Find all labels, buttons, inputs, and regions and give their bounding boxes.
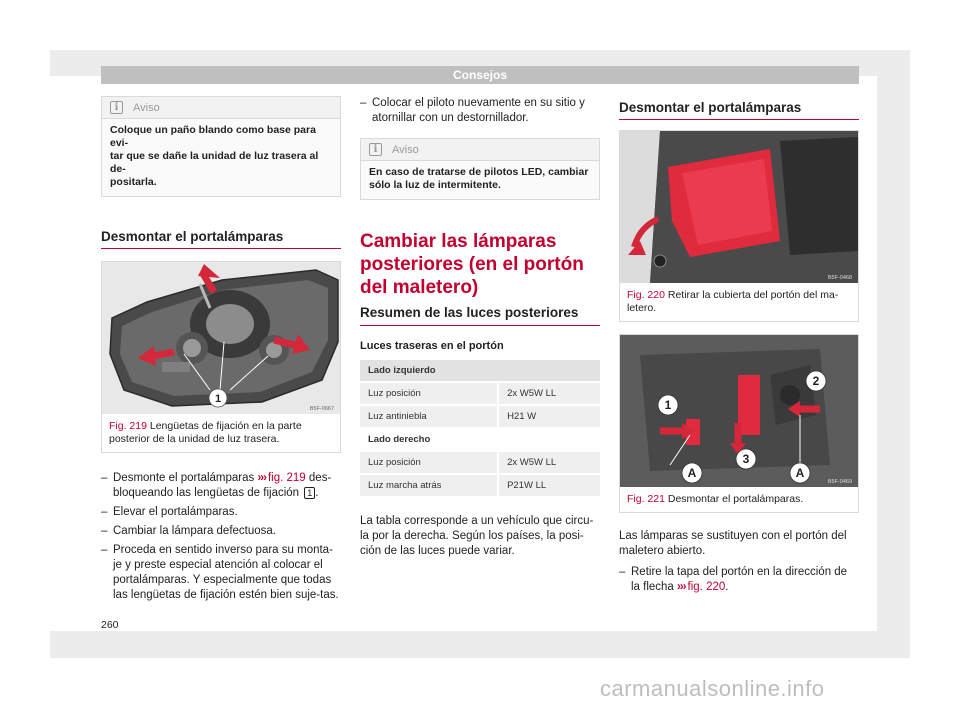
figure-number: Fig. 221 [627,493,665,505]
subsection-title: Resumen de las luces posteriores [360,305,600,326]
column-left [101,96,341,607]
table-row: Luz antiniebla H21 W [360,406,600,427]
callout-1: 1 [214,393,222,405]
callout-number: 1 [304,487,315,499]
notice-box [101,96,341,197]
page-number: 260 [101,619,119,631]
list-item: – Desmonte el portalámparas ››› fig. 219 des-bloqueando las lengüetas de fijación 1 . [101,471,341,501]
figure-number: Fig. 220 [627,289,665,301]
table-row: Luz posición 2x W5W LL [360,452,600,473]
notice-header [361,139,599,161]
figure-reference-link[interactable]: ››› fig. 220 [677,581,726,593]
figure-caption [102,414,340,452]
tailgate-cover-illustration [620,131,858,283]
figure-caption-text: Retirar la cubierta del portón del ma-letero. [627,289,839,314]
list-item: – Cambiar la lámpara defectuosa. [101,524,341,539]
chapter-header: Consejos [101,66,859,84]
section-title: Desmontar el portalámparas [619,100,859,120]
notice-title: Aviso [392,143,419,156]
table-row: Luz marcha atrás P21W LL [360,475,600,496]
figure-code: B5F-0468 [827,275,852,281]
table-title: Luces traseras en el portón [360,340,504,352]
list-item: – Retire la tapa del portón en la dirección de la flecha ››› fig. 220. [619,565,859,595]
info-icon: i [369,143,382,156]
notice-header [102,97,340,119]
notice-box [360,138,600,200]
column-right [619,96,859,599]
callout-2: 2 [812,374,820,388]
steps-list [360,96,600,126]
figure-219 [101,261,341,453]
callout-1: 1 [664,398,672,412]
figure-code: B5F-0667 [309,406,334,412]
chapter-title: Cambiar las lámparas posteriores (en el portón del maletero) [360,231,584,298]
table-group-row: Lado izquierdo [360,360,600,381]
table-row: Luz posición 2x W5W LL [360,383,600,404]
info-icon: i [110,101,123,114]
taillight-back-illustration [102,262,340,414]
steps-list [101,471,341,603]
lamps-table [360,358,600,498]
section-title: Desmontar el portalámparas [101,229,341,249]
watermark: carmanualsonline.info [600,676,825,701]
callout-a-left: A [687,466,697,480]
figure-caption [620,283,858,321]
steps-list [619,565,859,595]
notice-body: Coloque un paño blando como base para evi- tar que se dañe la unidad de luz trasera al de- positarla. [102,119,340,196]
figure-221 [619,334,859,513]
table-note: La tabla corresponde a un vehículo que circu-la por la derecha. Según los países, la posi-ción de las luces puede variar. [360,515,594,557]
figure-220 [619,130,859,322]
figure-number: Fig. 219 [109,420,147,432]
list-item: – Elevar el portalámparas. [101,505,341,520]
lamp-holder-illustration [620,335,858,487]
callout-3: 3 [742,452,750,466]
callout-a-right: A [795,466,805,480]
column-middle [360,96,600,559]
notice-title: Aviso [133,101,160,114]
table-group-row: Lado derecho [360,429,600,450]
intro-paragraph: Las lámparas se sustituyen con el portón del maletero abierto. [619,530,847,557]
figure-caption-text: Lengüetas de fijación en la parte posterior de la unidad de luz trasera. [109,420,302,445]
figure-reference-link[interactable]: ››› fig. 219 [257,472,306,484]
figure-caption [620,487,858,512]
figure-caption-text: Desmontar el portalámparas. [667,493,804,505]
figure-code: B5F-0469 [827,479,852,485]
notice-body: En caso de tratarse de pilotos LED, cambiar sólo la luz de intermitente. [361,161,599,199]
list-item: – Proceda en sentido inverso para su monta-je y preste especial atención al colocar el portalámparas. Y especialmente que todas las lengüetas de fijación estén bien suje-tas. [101,543,341,603]
list-item: – Colocar el piloto nuevamente en su sitio y atornillar con un destornillador. [360,96,600,126]
